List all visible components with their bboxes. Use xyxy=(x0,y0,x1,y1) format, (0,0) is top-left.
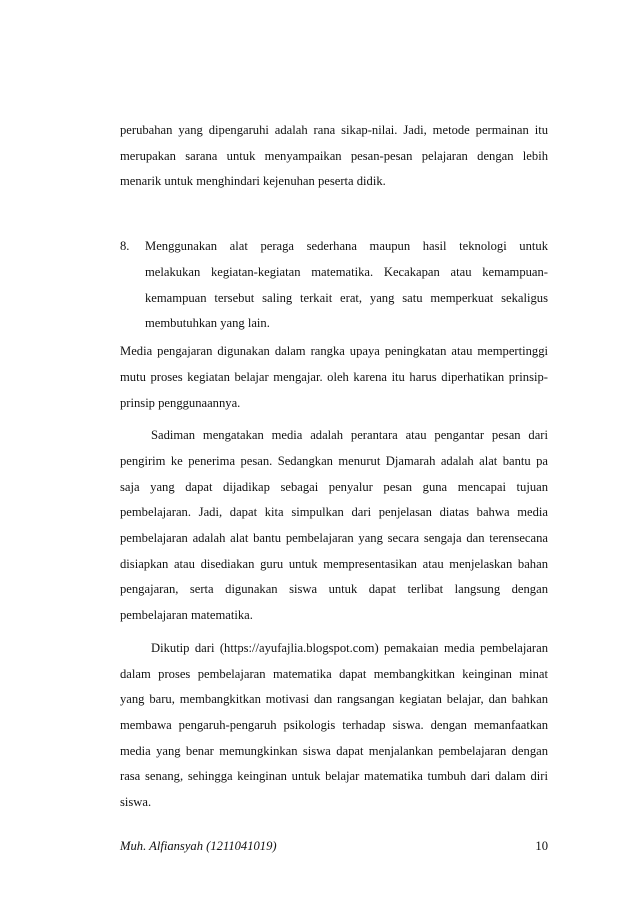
text-line: media yang benar memungkinkan siswa dapat menjalankan pembelajaran dengan xyxy=(120,744,548,758)
text-line: membawa pengaruh-pengaruh psikologis terhadap siswa. dengan memanfaatkan xyxy=(120,718,548,732)
text-line: prinsip penggunaannya. xyxy=(120,396,241,410)
text-line: pengajaran, serta digunakan siswa untuk dapat terlibat langsung dengan xyxy=(120,582,548,596)
text-line: pembelajaran matematika. xyxy=(120,608,253,622)
text-line: Menggunakan alat peraga sederhana maupun hasil teknologi untuk xyxy=(145,239,548,253)
text-line: siswa. xyxy=(120,795,152,809)
text-line: merupakan sarana untuk menyampaikan pesan-pesan pelajaran dengan lebih xyxy=(120,149,548,163)
text-line: yang baru, membangkitkan motivasi dan rangsangan kegiatan belajar, dan bahkan xyxy=(120,692,548,706)
text-line: Media pengajaran digunakan dalam rangka upaya peningkatan atau mempertinggi xyxy=(120,344,548,358)
text-line: pembelajaran adalah alat bantu pembelajaran yang secara sengaja dan terensecana xyxy=(120,531,548,545)
text-line: perubahan yang dipengaruhi adalah rana sikap-nilai. Jadi, metode permainan itu xyxy=(120,123,548,137)
text-line: rasa senang, sehingga keinginan untuk belajar matematika tumbuh dari dalam diri xyxy=(120,769,548,783)
text-line: pengirim ke penerima pesan. Sedangkan menurut Djamarah adalah alat bantu pa xyxy=(120,454,548,468)
text-line: Dikutip dari (https://ayufajlia.blogspot.com) pemakaian media pembelajaran xyxy=(151,641,548,655)
text-line: mutu proses kegiatan belajar mengajar. oleh karena itu harus diperhatikan prinsip- xyxy=(120,370,548,384)
list-number: 8. xyxy=(120,239,130,253)
text-line: menarik untuk menghindari kejenuhan peserta didik. xyxy=(120,174,386,188)
text-line: membutuhkan yang lain. xyxy=(145,316,270,330)
page-number: 10 xyxy=(535,839,548,853)
text-line: melakukan kegiatan-kegiatan matematika. Kecakapan atau kemampuan- xyxy=(145,265,548,279)
text-line: dalam proses pembelajaran matematika dapat membangkitkan keinginan minat xyxy=(120,667,548,681)
text-line: pembelajaran. Jadi, dapat kita simpulkan dari penjelasan diatas bahwa media xyxy=(120,505,548,519)
text-line: kemampuan tersebut saling terkait erat, yang satu memperkuat sekaligus xyxy=(145,291,548,305)
text-line: Sadiman mengatakan media adalah perantara atau pengantar pesan dari xyxy=(151,428,548,442)
text-line: disiapkan atau disediakan guru untuk mempresentasikan atau menjelaskan bahan xyxy=(120,557,548,571)
text-line: saja yang dapat dijadikap sebagai penyalur pesan guna mencapai tujuan xyxy=(120,480,548,494)
footer-author: Muh. Alfiansyah (1211041019) xyxy=(120,839,277,853)
